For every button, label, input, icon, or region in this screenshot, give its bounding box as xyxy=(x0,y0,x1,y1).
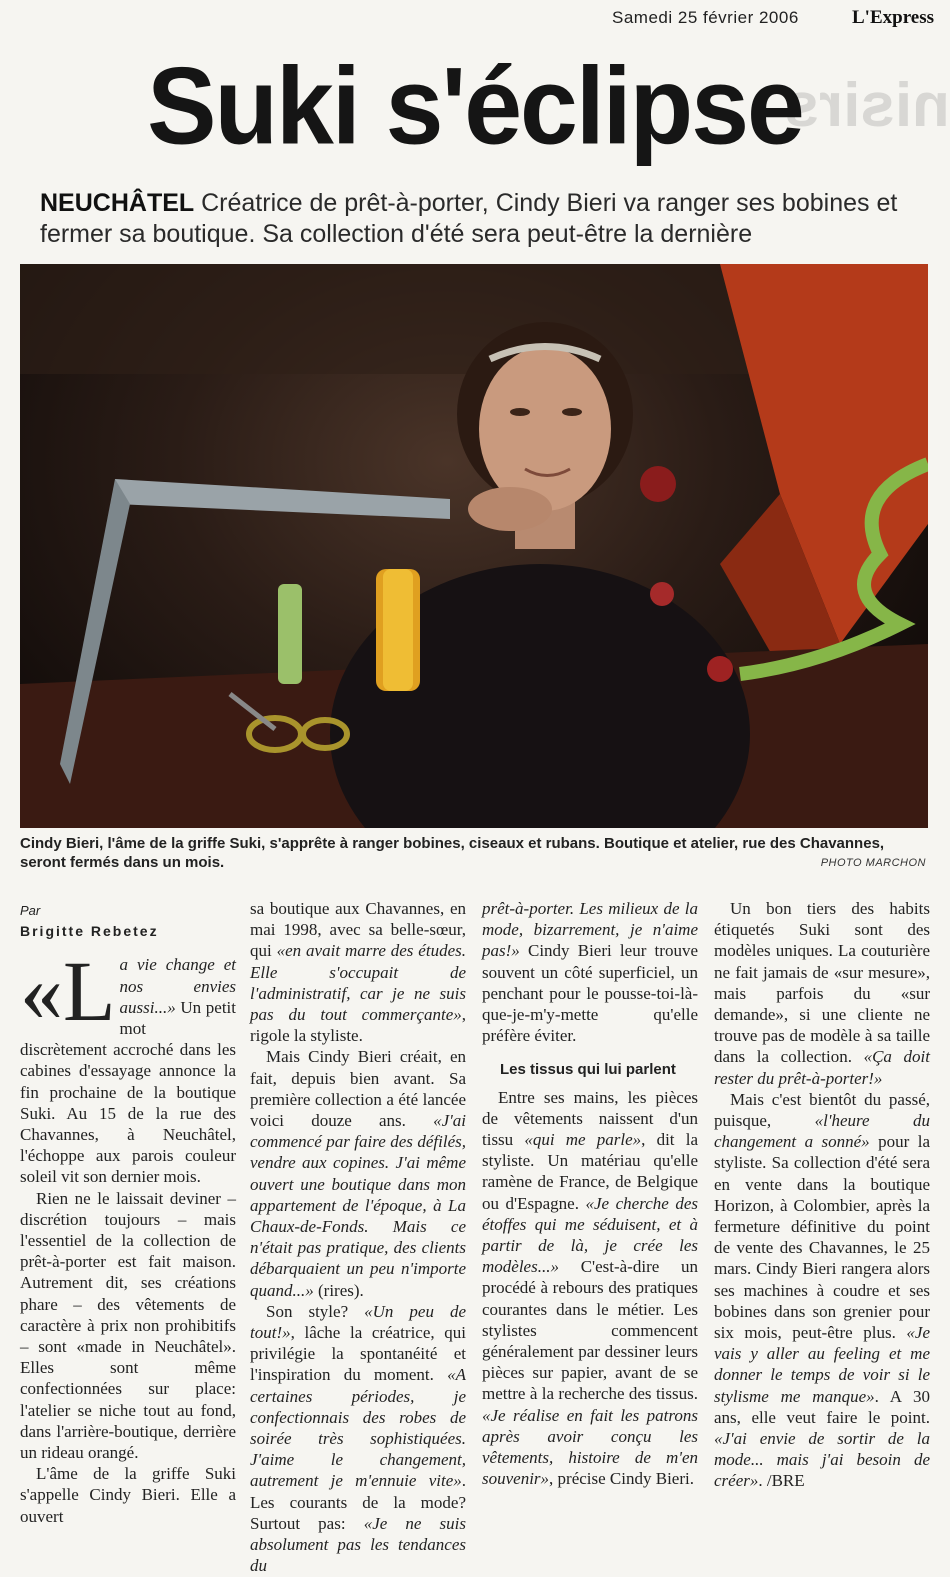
dek-kicker: NEUCHÂTEL xyxy=(40,189,195,217)
paragraph-text: Un bon tiers des habits étiquetés Suki sont des modèles uniques. La couturière ne fait jamais de «sur mesure», mais parfois du «sur demande», si une cliente ne trouve pas de modèle à sa taille dans la collection. xyxy=(714,899,930,1067)
quote: «Un peu de tout!» xyxy=(250,1301,467,1343)
paragraph-text: . A 30 ans, elle veut faire le point. xyxy=(714,1386,930,1427)
paragraph-text: Cindy Bieri leur trouve souvent un côté superficiel, un penchant pour le pousse-toi-là-que-je-m'y-mette qu'elle préfère éviter. xyxy=(482,941,698,1046)
quote: «J'ai envie de sortir de la mode... mais j'ai besoin de créer» xyxy=(714,1429,930,1491)
bleed-through-decoration: nisirs xyxy=(784,71,950,140)
paragraph-text: , précise Cindy Bieri. xyxy=(549,1469,694,1489)
article-column-3 xyxy=(482,898,698,1489)
byline-author: Brigitte Rebetez xyxy=(20,923,159,940)
subheading: Les tissus qui lui parlent xyxy=(500,1061,676,1079)
paragraph xyxy=(250,1301,466,1577)
article-column-1 xyxy=(20,898,236,1527)
headline: Suki s'éclipse xyxy=(147,46,803,168)
paragraph xyxy=(714,898,930,1089)
quote: «Je cherche des étoffes qui me séduisent, et à partir de là, je crée les modèles...» xyxy=(482,1193,699,1277)
photo-caption: Cindy Bieri, l'âme de la griffe Suki, s'apprête à ranger bobines, ciseaux et rubans. Boutique et atelier, rue des Chavannes, seront fermés dans un mois. xyxy=(20,835,885,871)
paragraph-text: . /BRE xyxy=(758,1471,805,1491)
article-column-4 xyxy=(714,898,930,1492)
quote: «A certaines périodes, je confectionnais des robes de soirée très sophistiquées. J'aime le changement, autrement je m'ennuie vite» xyxy=(250,1365,466,1491)
quote: «Ça doit rester du prêt-à-porter!» xyxy=(714,1047,930,1088)
paragraph-text: , rigole la styliste. xyxy=(250,1005,466,1046)
paragraph xyxy=(250,1046,466,1300)
paragraph-text: . Les courants de la mode? Surtout pas: xyxy=(250,1471,466,1533)
paragraph xyxy=(482,1087,698,1490)
paragraph xyxy=(20,943,236,1187)
paragraph-text: Mais c'est bientôt du passé, puisque, xyxy=(714,1089,930,1131)
photo-illustration xyxy=(20,264,928,828)
paragraph: L'âme de la griffe Suki s'appelle Cindy Bieri. Elle a ouvert xyxy=(20,1464,236,1526)
dek xyxy=(40,188,920,250)
masthead xyxy=(0,4,950,30)
paragraph-text: Mais Cindy Bieri créait, en fait, depuis bien avant. Sa première collection a été lancée voici douze ans. xyxy=(250,1047,466,1131)
quote: prêt-à-porter. Les milieux de la mode, bizarrement, je n'aime pas!» xyxy=(482,899,698,961)
paragraph-text: (rires). xyxy=(313,1280,364,1300)
article-photo xyxy=(20,264,928,828)
quote: «Je réalise en fait les patrons après avoir conçu les vêtements, histoire de m'en souvenir» xyxy=(482,1405,698,1489)
newspaper-logo: L'Express xyxy=(852,7,935,28)
dek-text: Créatrice de prêt-à-porter, Cindy Bieri va ranger ses bobines et fermer sa boutique. Sa collection d'été sera peut-être la dernière xyxy=(40,189,898,248)
quote: a vie change et nos envies aussi...» xyxy=(119,955,236,1017)
paragraph xyxy=(482,898,698,1046)
quote: «J'ai commencé par faire des défilés, vendre aux copines. J'ai même ouvert une boutique dans mon appartement de l'époque, à La Chaux-de-Fonds. Mais ce n'était pas pratique, des clients débarquaient un peu n'importe quand...» xyxy=(250,1111,466,1300)
paragraph-text: , dit la styliste. Un matériau qu'elle ramène de France, de Belgique ou d'Espagne. xyxy=(482,1130,698,1213)
paragraph xyxy=(250,898,466,1046)
quote: «en avait marre des études. Elle s'occupait de l'administratif, car je ne suis pas du tout commerçante» xyxy=(250,941,466,1025)
paragraph xyxy=(714,1089,930,1492)
paragraph-text: pour la styliste. Sa collection d'été sera en vente dans la boutique Horizon, à Colombier, après la fermeture définitive du point de vente des Chavannes, le 25 mars. Cindy Bieri rangera alors ses machines à coudre et ses bobines dans son grenier pour six mois, peut-être plus. xyxy=(714,1132,930,1343)
byline-prefix: Par xyxy=(20,903,41,918)
drop-cap: «L xyxy=(20,943,116,1040)
paragraph-text: sa boutique aux Chavannes, en mai 1998, avec sa belle-sœur, qui xyxy=(250,899,466,961)
quote: «qui me parle» xyxy=(524,1130,642,1150)
paragraph-text: , lâche la créatrice, qui privilégie la spontanéité et l'inspiration du moment. xyxy=(250,1323,466,1385)
paragraph-text: Un petit mot discrètement accroché dans les cabines d'essayage annonce la fin prochaine de la boutique Suki. Au 15 de la rue des Chavannes, à Neuchâtel, l'échoppe aux parois couleur soleil vit son dernier mois. xyxy=(20,997,236,1187)
paragraph: Rien ne le laissait deviner – discrétion toujours – mais l'essentiel de la collection de prêt-à-porter est fait maison. Autrement dit, ses créations phare – des vêtements de caractère à prix non prohibitifs – sont «made in Neuchâtel». Elles sont même confectionnées sur place: l'atelier se niche tout au fond, dans l'arrière-boutique, derrière un rideau orangé. xyxy=(20,1188,236,1463)
photo-credit: PHOTO MARCHON xyxy=(820,857,926,869)
paragraph-text: C'est-à-dire un procédé à rebours des pratiques courantes dans le métier. Les stylistes commencent généralement par dessiner leurs pièces sur papier, avant de se mettre à la recherche des tissus. xyxy=(482,1257,698,1404)
quote: «Je ne suis absolument pas les tendances du xyxy=(250,1513,467,1576)
quote: «l'heure du changement a sonné» xyxy=(714,1111,931,1152)
paragraph-text: Entre ses mains, les pièces de vêtements naissent d'un tissu xyxy=(482,1087,698,1150)
article-column-2 xyxy=(250,898,466,1577)
paragraph-text: Son style? xyxy=(266,1301,365,1321)
quote: «Je vais y aller au feeling et me donner le temps de voir si le stylisme me manque» xyxy=(714,1323,930,1406)
issue-date: Samedi 25 février 2006 xyxy=(612,8,799,27)
